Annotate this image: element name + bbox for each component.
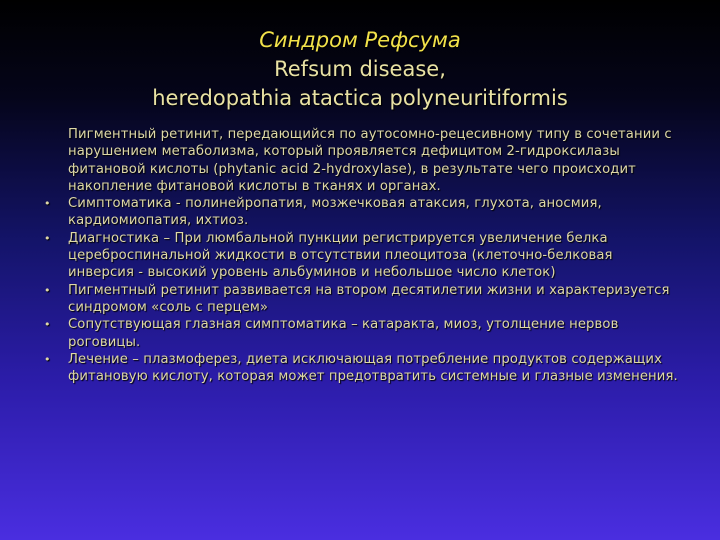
list-item xyxy=(30,282,678,317)
list-item-text: Пигментный ретинит развивается на втором десятилетии жизни и характеризуется синдромом «соль с перцем» xyxy=(68,282,670,315)
bullet-icon: • xyxy=(44,318,51,332)
intro-paragraph xyxy=(30,126,678,195)
title-russian: Синдром Рефсума xyxy=(259,28,461,52)
list-item xyxy=(30,195,678,230)
bullet-icon: • xyxy=(44,231,51,245)
bullet-icon: • xyxy=(44,352,51,366)
content-list xyxy=(30,126,678,385)
bullet-icon: • xyxy=(44,283,51,297)
title-latin: heredopathia atactica polyneuritiformis xyxy=(152,86,568,110)
list-item xyxy=(30,351,678,386)
list-item-text: Сопутствующая глазная симптоматика – катаракта, миоз, утолщение нервов роговицы. xyxy=(68,317,619,350)
bullet-icon: • xyxy=(44,197,51,211)
list-item xyxy=(30,230,678,282)
title-english: Refsum disease, xyxy=(274,57,446,81)
list-item-text: Лечение – плазмоферез, диета исключающая потребление продуктов содержащих фитановую кислоту, которая может предотвратить системные и глазные изменения. xyxy=(68,351,678,385)
intro-text: Пигментный ретинит, передающийся по аутосомно-рецесивному типу в сочетании с нарушением метаболизма, который проявляется дефицитом 2-гидроксилазы фитановой кислоты (phytanic acid 2-hydroxylase), в результате чего происходит накопление фитановой кислоты в тканях и органах. xyxy=(68,127,672,194)
list-item-text: Симптоматика - полинейропатия, мозжечковая атаксия, глухота, аносмия, кардиомиопатия, ихтиоз. xyxy=(68,196,602,229)
slide-title xyxy=(0,26,720,113)
list-item-text: Диагностика – При люмбальной пункции регистрируется увеличение белка цереброспинальной жидкости в отсутствии плеоцитоза (клеточно-белковая инверсия - высокий уровень альбуминов и небольшое число клеток) xyxy=(68,230,613,281)
list-item xyxy=(30,316,678,351)
